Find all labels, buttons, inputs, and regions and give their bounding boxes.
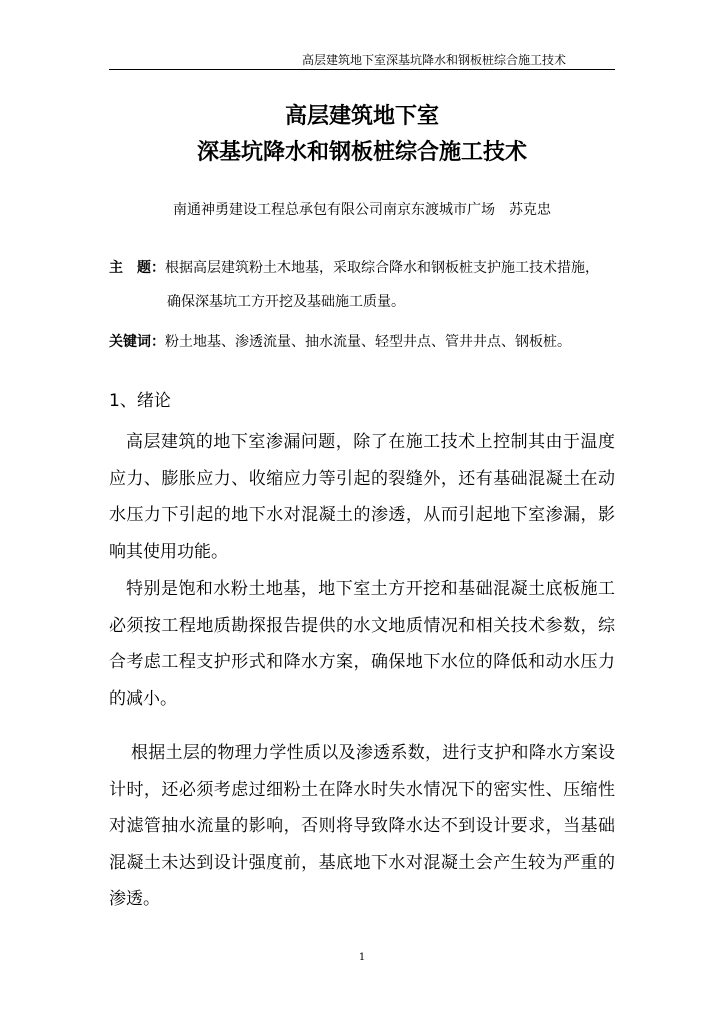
body-paragraph: 根据土层的物理力学性质以及渗透系数，进行支护和降水方案设计时，还必须考虑过细粉土在降水时失水情况下的密实性、压缩性对滤管抽水流量的影响，否则将导致降水达不到设计要求，当基础混凝土未达到设计强度前，基底地下水对混凝土会产生较为严重的渗透。 <box>109 743 615 910</box>
keywords-text: 粉土地基、渗透流量、抽水流量、轻型井点、管井井点、钢板桩。 <box>165 334 571 350</box>
header-divider <box>109 69 615 70</box>
section-heading: 1、绪论 <box>109 391 171 411</box>
page-number: 1 <box>358 952 366 963</box>
subject-separator: ： <box>151 260 165 276</box>
subject-text-2: 确保深基坑工方开挖及基础施工质量。 <box>167 294 405 310</box>
subject-line <box>109 257 599 279</box>
body-paragraph: 特别是饱和水粉土地基，地下室土方开挖和基础混凝土底板施工必须按工程地质勘探报告提供的水文地质情况和相关技术参数，综合考虑工程支护形式和降水方案，确保地下水位的降低和动水压力的减小。 <box>109 579 615 709</box>
running-header: 高层建筑地下室深基坑降水和钢板桩综合施工技术 <box>301 53 566 67</box>
author-affiliation: 南通神勇建设工程总承包有限公司南京东渡城市广场 苏克忠 <box>173 202 551 218</box>
document-title-line-1: 高层建筑地下室 <box>284 104 439 129</box>
subject-text-1: 根据高层建筑粉土木地基，采取综合降水和钢板桩支护施工技术措施， <box>165 260 599 276</box>
body-paragraph: 高层建筑的地下室渗漏问题，除了在施工技术上控制其由于温度应力、膨胀应力、收缩应力等引起的裂缝外，还有基础混凝土在动水压力下引起的地下水对混凝土的渗透，从而引起地下室渗漏，影响其使用功能。 <box>109 432 615 562</box>
document-title-line-2: 深基坑降水和钢板桩综合施工技术 <box>196 140 527 165</box>
subject-label: 主 题 <box>109 260 151 276</box>
keywords-separator: ： <box>151 334 165 350</box>
keywords-line <box>109 331 571 353</box>
keywords-label: 关键词 <box>109 334 151 350</box>
